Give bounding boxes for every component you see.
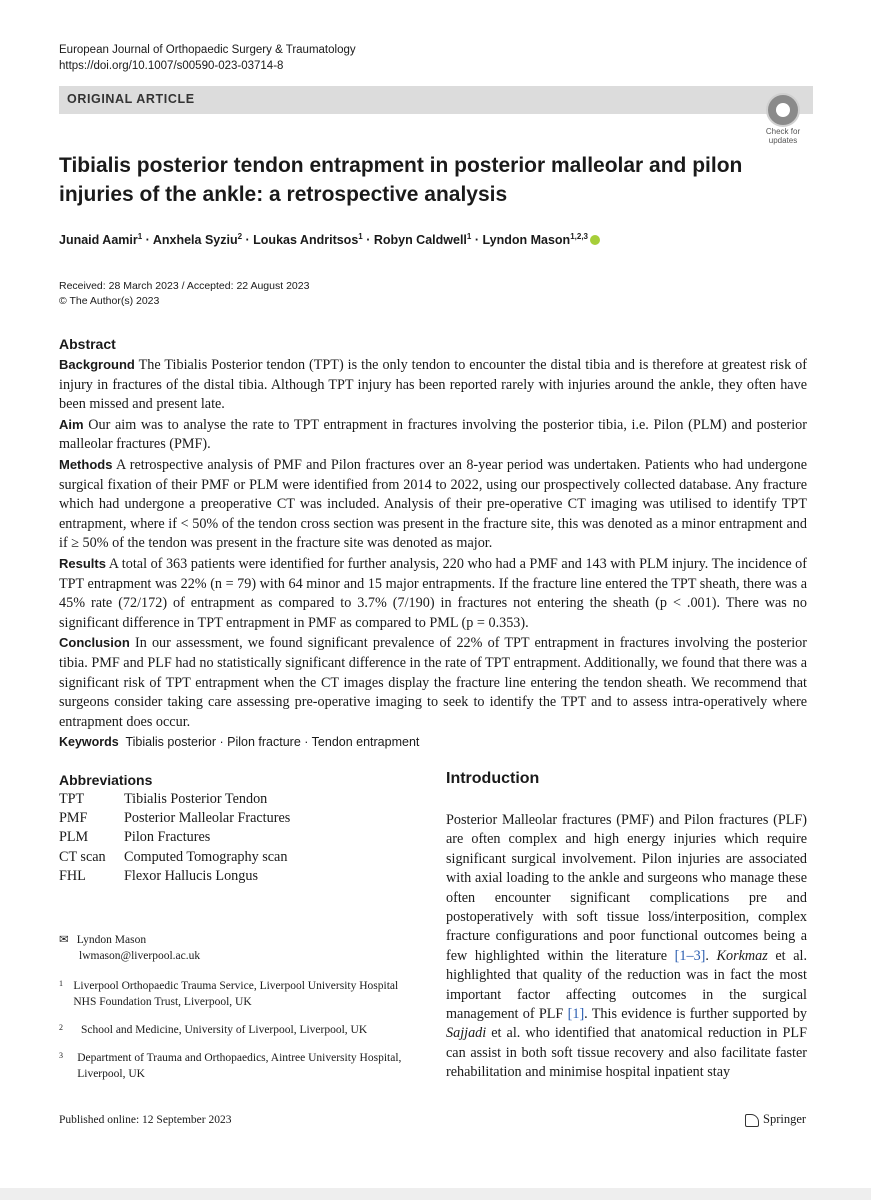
author-name[interactable]: Anxhela Syziu <box>152 233 238 248</box>
keywords <box>59 735 419 749</box>
author-name[interactable]: Junaid Aamir <box>59 233 138 248</box>
page-bottom-divider <box>0 1188 871 1200</box>
abstract-heading: Abstract <box>59 336 116 352</box>
abbreviations-heading: Abbreviations <box>59 772 153 788</box>
intro-text: . <box>705 947 717 964</box>
list-item <box>59 1050 404 1082</box>
citation-link[interactable]: [1] <box>567 1006 585 1023</box>
journal-header <box>59 42 356 74</box>
abbr-definition: Computed Tomography scan <box>124 848 288 865</box>
envelope-icon: ✉ <box>59 934 69 946</box>
check-for-updates-badge[interactable] <box>760 93 806 145</box>
abstract-body <box>59 355 807 732</box>
keywords-text: Tibialis posterior · Pilon fracture · Tendon entrapment <box>125 735 420 749</box>
affiliation-number: 1 <box>59 979 63 988</box>
abbreviations-list <box>59 790 290 886</box>
intro-text: et al. highlighted that quality of the reduction was in fact the most important factor affecting outcomes in the surgical management of PLF <box>446 947 807 1023</box>
author-name[interactable]: Robyn Caldwell <box>373 233 467 248</box>
author-affil: 1 <box>358 232 363 241</box>
introduction-body <box>446 811 807 1083</box>
author-name[interactable]: Loukas Andritsos <box>253 233 359 248</box>
author-affil: 1 <box>137 232 143 241</box>
abbr-definition: Tibialis Posterior Tendon <box>124 791 268 807</box>
affiliation-number: 2 <box>59 1023 63 1032</box>
conclusion-label: Conclusion <box>59 635 130 651</box>
journal-doi[interactable]: https://doi.org/10.1007/s00590-023-03714-8 <box>59 60 284 72</box>
background-label: Background <box>59 357 135 372</box>
affiliation-text: School and Medicine, University of Liverpool, Liverpool, UK <box>81 1024 368 1036</box>
springer-horse-icon <box>745 1114 759 1127</box>
check-updates-line2: updates <box>768 136 798 145</box>
methods-label: Methods <box>59 456 113 472</box>
abbr-definition: Posterior Malleolar Fractures <box>124 810 291 827</box>
published-online: Published online: 12 September 2023 <box>59 1114 232 1126</box>
check-updates-icon <box>766 93 800 127</box>
abstract-aim <box>59 415 807 455</box>
citation-link[interactable]: [1–3] <box>674 947 706 964</box>
abstract-background <box>59 355 807 415</box>
background-text: The Tibialis Posterior tendon (TPT) is the only tendon to encounter the distal tibia and is therefore at greatest risk of injury in fractures of the distal tibia. Although TPT injury has been reported rarely with injuries around the ankle, they often have been missed and present late. <box>59 357 807 413</box>
abstract-methods <box>59 455 807 554</box>
intro-text: et al. who identified that anatomical reduction in PLF can assist in both soft tissue recovery and also facilitate faster rehabilitation and minimise hospital inpatient stay <box>446 1025 807 1081</box>
abbr-term: FHL <box>59 867 86 884</box>
corresponding-author: Lyndon Mason <box>76 934 147 946</box>
introduction-heading: Introduction <box>446 770 540 787</box>
list-item <box>59 978 404 1010</box>
article-dates <box>59 279 309 309</box>
affiliation-text: Department of Trauma and Orthopaedics, Aintree University Hospital, Liverpool, UK <box>77 1052 402 1080</box>
intro-text: . This evidence is further supported by <box>584 1006 808 1023</box>
author-affil: 1 <box>466 232 472 241</box>
abbr-term: TPT <box>59 791 85 807</box>
list-item <box>59 867 290 886</box>
abbr-term: CT scan <box>59 848 106 865</box>
conclusion-text: In our assessment, we found significant prevalence of 22% of TPT entrapment in fractures involving the posterior tibia. PMF and PLF had no statistically significant difference in the rate of TPT entrapment. Additionally, we found that there was a significant risk of TPT entrapment when the CT images display the fracture line entering the tendon sheath. We recommend that surgeons consider taking care assessing pre-operative imaging to seek to identify the TPT and to assess intra-operatively where entrapment does occur. <box>59 635 807 730</box>
affiliation-number: 3 <box>59 1051 63 1060</box>
journal-name: European Journal of Orthopaedic Surgery & Traumatology <box>59 44 356 56</box>
aim-label: Aim <box>59 416 84 432</box>
author-list: Junaid Aamir$^1$ · Anxhela Syziu$^2$ · Loukas Andritsos$^1$ · Robyn Caldwell$^1$ · Lyndon Mason$^{1,2,3}$ <box>59 232 600 247</box>
publisher-logo <box>745 1112 806 1127</box>
abbr-definition: Pilon Fractures <box>124 829 211 846</box>
corresponding-email[interactable]: lwmason@liverpool.ac.uk <box>79 950 201 962</box>
article-type-label: ORIGINAL ARTICLE <box>67 92 195 106</box>
methods-text: A retrospective analysis of PMF and Pilon fractures over an 8-year period was undertaken. Patients who had undergone surgical fixation of their PMF or PLM were identified from 2014 to 2022, using our prospectively collected database. Any fracture which had undergone a preoperative CT was included. Analysis of their pre-operative CT imaging was utilised to identify TPT entrapment, where if < 50% of the tendon cross section was present in the fracture site, this was denoted as a minor entrapment and if ≥ 50% of the tendon was present in the fracture site was denoted as major. <box>59 456 808 552</box>
list-item <box>59 848 290 867</box>
abstract-results <box>59 554 807 633</box>
check-updates-line1: Check for <box>765 127 801 136</box>
copyright: © The Author(s) 2023 <box>59 295 160 307</box>
article-type-banner <box>59 86 813 114</box>
list-item <box>59 790 290 809</box>
list-item <box>59 809 290 828</box>
intro-text: Posterior Malleolar fractures (PMF) and Pilon fractures (PLF) are often complex and high energy injuries which require significant surgical involvement. Pilon injuries are associated with axial loading to the ankle and surgeons who manage these often encounter significant complications pre and postoperatively with soft tissue loss/interposition, complex fracture configurations and poor functional outcomes being a few highlighted within the literature <box>446 812 807 964</box>
author-name[interactable]: Lyndon Mason <box>482 233 571 248</box>
author-affil: 1,2,3 <box>570 232 588 241</box>
list-item <box>59 828 290 847</box>
cited-author: Korkmaz <box>716 947 768 964</box>
abbr-term: PLM <box>59 829 89 846</box>
publisher-name: Springer <box>763 1112 807 1126</box>
results-text: A total of 363 patients were identified for further analysis, 220 who had a PMF and 143 with PLM injury. The incidence of TPT entrapment was 22% (n = 79) with 64 minor and 15 major entrapments. If the fracture line entered the TPT sheath, there was a 45% rate (72/172) of entrapment as compared to 3.7% (7/190) in fractures not entering the sheath (p < .001). There was no significant difference in TPT entrapment in PMF as compared to PML (p = 0.353). <box>59 555 808 631</box>
affiliation-text: Liverpool Orthopaedic Trauma Service, Liverpool University Hospital NHS Foundation Trust, Liverpool, UK <box>73 980 399 1008</box>
abbr-term: PMF <box>59 810 88 827</box>
received-accepted: Received: 28 March 2023 / Accepted: 22 August 2023 <box>59 280 310 292</box>
abbr-definition: Flexor Hallucis Longus <box>124 867 258 884</box>
results-label: Results <box>59 555 106 571</box>
article-title: Tibialis posterior tendon entrapment in posterior malleolar and pilon injuries of the ankle: a retrospective analysis <box>59 154 743 206</box>
abstract-conclusion <box>59 633 807 732</box>
keywords-label: Keywords <box>59 735 119 749</box>
affiliations <box>59 978 404 1094</box>
correspondence <box>59 932 200 964</box>
aim-text: Our aim was to analyse the rate to TPT entrapment in fractures involving the posterior tibia, i.e. Pilon (PLM) and posterior malleolar fractures (PMF). <box>59 416 808 453</box>
orcid-icon[interactable] <box>590 235 600 245</box>
list-item <box>59 1022 404 1038</box>
cited-author: Sajjadi <box>446 1025 487 1042</box>
author-affil: 2 <box>237 232 243 241</box>
